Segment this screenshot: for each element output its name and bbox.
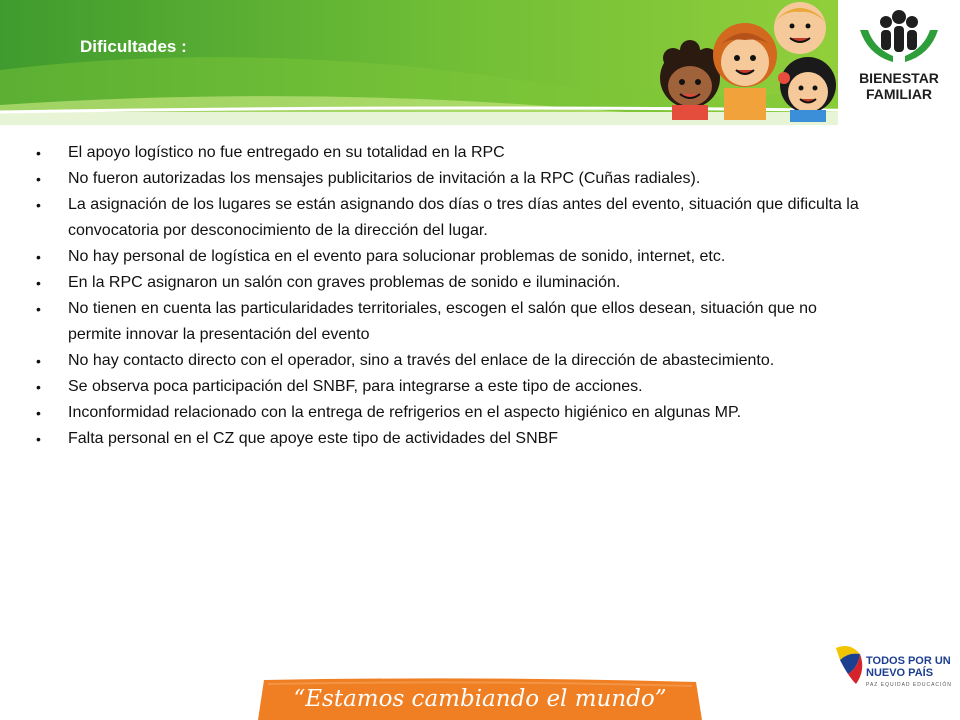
list-item bbox=[36, 192, 866, 244]
todos-line-1: TODOS POR UN bbox=[866, 655, 951, 667]
page-title: Dificultades : bbox=[80, 37, 187, 56]
list-item-text: Falta personal en el CZ que apoye este tipo de actividades del SNBF bbox=[68, 430, 559, 447]
difficulties-list bbox=[36, 140, 866, 452]
logo-line-1: BIENESTAR bbox=[859, 70, 939, 86]
bullet-icon: • bbox=[36, 249, 41, 265]
list-item bbox=[36, 244, 866, 270]
list-item bbox=[36, 270, 866, 296]
list-item-text: Inconformidad relacionado con la entrega de refrigerios en el aspecto higiénico en algunas MP. bbox=[68, 404, 742, 421]
bullet-icon: • bbox=[36, 379, 41, 395]
list-item-text: No tienen en cuenta las particularidades territoriales, escogen el salón que ellos desean, situación que no permite innovar la presentación del evento bbox=[68, 300, 817, 343]
list-item-text: El apoyo logístico no fue entregado en su totalidad en la RPC bbox=[68, 144, 505, 161]
logo-text bbox=[838, 70, 960, 102]
todos-line-2: NUEVO PAÍS bbox=[866, 667, 934, 679]
bullet-icon: • bbox=[36, 145, 41, 161]
bullet-icon: • bbox=[36, 197, 41, 213]
header-banner bbox=[0, 0, 960, 125]
bienestar-familiar-logo bbox=[838, 0, 960, 125]
bullet-icon: • bbox=[36, 275, 41, 291]
list-item-text: No fueron autorizadas los mensajes publicitarios de invitación a la RPC (Cuñas radiales). bbox=[68, 170, 701, 187]
list-item bbox=[36, 348, 866, 374]
list-item bbox=[36, 426, 866, 452]
bullet-icon: • bbox=[36, 171, 41, 187]
bullet-icon: • bbox=[36, 405, 41, 421]
list-item bbox=[36, 140, 866, 166]
bullet-icon: • bbox=[36, 431, 41, 447]
list-item bbox=[36, 166, 866, 192]
list-item bbox=[36, 374, 866, 400]
family-hands-icon bbox=[838, 0, 960, 70]
list-item bbox=[36, 400, 866, 426]
list-item-text: La asignación de los lugares se están asignando dos días o tres días antes del evento, situación que dificulta la convocatoria por desconocimiento de la dirección del lugar. bbox=[68, 196, 859, 239]
slogan-text: “Estamos cambiando el mundo” bbox=[293, 686, 667, 712]
list-item-text: Se observa poca participación del SNBF, para integrarse a este tipo de acciones. bbox=[68, 378, 643, 395]
list-item-text: No hay contacto directo con el operador, sino a través del enlace de la dirección de abastecimiento. bbox=[68, 352, 775, 369]
list-item bbox=[36, 296, 866, 348]
list-item-text: No hay personal de logística en el evento para solucionar problemas de sonido, internet, etc. bbox=[68, 248, 726, 265]
bullet-icon: • bbox=[36, 301, 41, 317]
list-item-text: En la RPC asignaron un salón con graves problemas de sonido e iluminación. bbox=[68, 274, 621, 291]
logo-line-2: FAMILIAR bbox=[865, 86, 933, 102]
bullet-icon: • bbox=[36, 353, 41, 369]
todos-logo-text bbox=[866, 655, 952, 691]
todos-line-3: PAZ EQUIDAD EDUCACIÓN bbox=[866, 682, 952, 688]
